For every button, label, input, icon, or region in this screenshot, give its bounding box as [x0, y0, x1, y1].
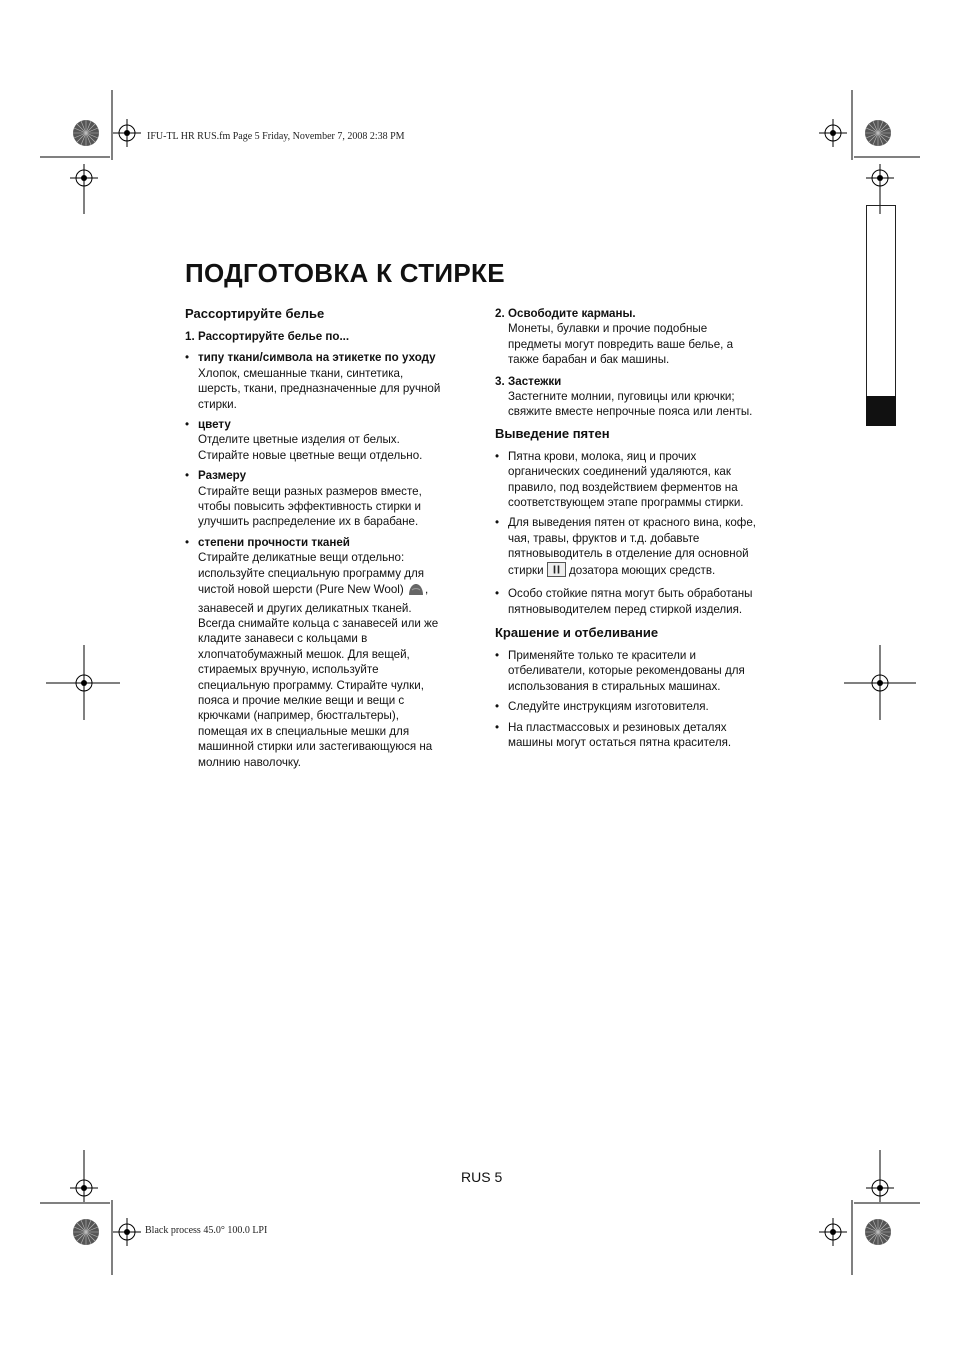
wool-icon: [407, 581, 425, 600]
list-item-line: использования в стиральных машинах.: [508, 679, 721, 693]
list-item: [185, 468, 470, 530]
list-item-line: используйте специальную программу для: [198, 566, 425, 580]
list-item-line: чая, травы, фруктов и т.д. добавьте: [508, 531, 700, 545]
bullet-icon: •: [495, 700, 500, 714]
list-item-line: пояса и прочие мелкие вещи и вещи с: [198, 693, 405, 707]
list-item-line: Пятна крови, молока, яиц и прочих: [508, 449, 697, 463]
sort-criteria-list: [185, 350, 470, 770]
list-item-line: Применяйте только те красители и: [508, 648, 697, 662]
bullet-icon: •: [185, 351, 190, 365]
list-item-line: органических соединений удаляются, как: [508, 465, 731, 479]
step-number: 3.: [495, 374, 505, 388]
stain-removal-heading: Выведение пятен: [495, 425, 610, 441]
list-item-line: Всегда снимайте кольца с занавесей или же: [198, 616, 439, 630]
list-item: [495, 720, 785, 751]
list-item-line: специальную программу. Стирайте чулки,: [198, 678, 424, 692]
list-item-line: хлопчатобумажный мешок. Для вещей,: [198, 647, 410, 661]
section-tab-fill: [866, 396, 896, 426]
list-item-line: молнию наволочку.: [198, 755, 301, 769]
bullet-icon: •: [495, 720, 500, 734]
list-item: [495, 449, 785, 511]
list-item-line: Особо стойкие пятна могут быть обработаны: [508, 587, 753, 601]
list-item-line: стирки.: [198, 397, 237, 411]
list-item-line: кладите занавеси с кольцами в: [198, 632, 368, 646]
print-slug-top: IFU-TL HR RUS.fm Page 5 Friday, November 7, 2008 2:38 PM: [147, 131, 405, 142]
step-label: Освободите карманы.: [508, 307, 636, 320]
list-item: [495, 515, 785, 581]
step-number: 2.: [495, 307, 505, 320]
body-line: Монеты, булавки и прочие подобные: [508, 322, 708, 336]
list-item-line: пятновыводителем перед стиркой изделия.: [508, 602, 743, 616]
list-item-line: шерсть, ткани, предназначенные для ручной: [198, 382, 441, 396]
list-item-line: Для выведения пятен от красного вина, кофе,: [508, 516, 756, 530]
main-wash-compartment-icon: [547, 562, 566, 581]
step-3-heading: [495, 374, 785, 389]
list-item-line: [508, 562, 785, 581]
list-item-line: отбеливатели, которые рекомендованы для: [508, 664, 745, 678]
right-column: [495, 306, 785, 755]
list-item-line: соответствующем этапе программы стирки.: [508, 496, 744, 510]
list-item-line: Стирайте вещи разных размеров вместе,: [198, 484, 422, 498]
list-item: [185, 417, 470, 463]
body-line: свяжите вместе непрочные пояса или ленты.: [508, 405, 753, 419]
list-item-line: Отделите цветные изделия от белых.: [198, 433, 400, 447]
bullet-icon: •: [495, 648, 500, 662]
list-item-line: машины могут остаться пятна красителя.: [508, 735, 732, 749]
list-item-head: цвету: [198, 418, 231, 432]
body-line: Застегните молнии, пуговицы или крючки;: [508, 390, 735, 404]
list-item: [185, 350, 470, 412]
list-item-line: пятновыводитель в отделение для основной: [508, 547, 749, 561]
step-3-body: [495, 389, 785, 420]
step-2-heading: [495, 306, 785, 321]
step-label: Застежки: [508, 374, 562, 388]
bullet-icon: •: [495, 449, 500, 463]
page-number: RUS 5: [461, 1169, 503, 1185]
line-text: стирки: [508, 563, 547, 577]
line-text: чистой новой шерсти (Pure New Wool): [198, 583, 407, 597]
list-item-head: Размеру: [198, 469, 247, 483]
section-tab-marker: [866, 205, 896, 426]
list-item-line: улучшить распределение их в барабане.: [198, 515, 419, 529]
list-item-line: Следуйте инструкциям изготовителя.: [508, 700, 709, 714]
step-2-body: [495, 321, 785, 367]
list-item-line: Стирайте деликатные вещи отдельно:: [198, 551, 405, 565]
list-item-line: занавесей и других деликатных тканей.: [198, 601, 412, 615]
list-item-line: чтобы повысить эффективность стирки и: [198, 500, 422, 514]
list-item-line: помещая их в специальные мешки для: [198, 724, 410, 738]
body-line: также барабан и бак машины.: [508, 353, 670, 367]
body-line: предметы могут повредить ваше белье, а: [508, 337, 734, 351]
step-1-heading: [185, 329, 470, 344]
bullet-icon: •: [185, 418, 190, 432]
list-item: [185, 535, 470, 770]
list-item-head: степени прочности тканей: [198, 535, 350, 549]
dye-bleach-list: [495, 648, 785, 750]
list-item-line: На пластмассовых и резиновых деталях: [508, 720, 727, 734]
bullet-icon: •: [185, 535, 190, 549]
bullet-icon: •: [185, 469, 190, 483]
list-item-head: типу ткани/символа на этикетке по уходу: [198, 351, 436, 365]
list-item: [495, 648, 785, 694]
left-column: [185, 306, 470, 775]
list-item-line: Стирайте новые цветные вещи отдельно.: [198, 448, 423, 462]
sort-laundry-heading: Рассортируйте белье: [185, 306, 325, 321]
list-item: [495, 699, 785, 714]
stain-removal-list: [495, 449, 785, 617]
page-title: ПОДГОТОВКА К СТИРКЕ: [185, 258, 505, 288]
list-item-line: машинной стирки или застегивающуюся на: [198, 740, 433, 754]
step-number: 1.: [185, 330, 195, 343]
list-item-line: правило, под воздействием ферментов на: [508, 480, 738, 494]
print-slug-bottom: Black process 45.0° 100.0 LPI: [145, 1225, 268, 1236]
bullet-icon: •: [495, 516, 500, 530]
step-label: Рассортируйте белье по...: [198, 330, 350, 343]
list-item-line: крючками (например, бюстгальтеры),: [198, 709, 399, 723]
dye-bleach-heading: Крашение и отбеливание: [495, 624, 659, 640]
line-text: ,: [424, 583, 429, 597]
list-item-line: [198, 581, 470, 600]
list-item: [495, 586, 785, 617]
line-text: дозатора моющих средств.: [565, 563, 716, 577]
list-item-line: Хлопок, смешанные ткани, синтетика,: [198, 366, 404, 380]
bullet-icon: •: [495, 587, 500, 601]
list-item-line: стираемых вручную, используйте: [198, 663, 379, 677]
